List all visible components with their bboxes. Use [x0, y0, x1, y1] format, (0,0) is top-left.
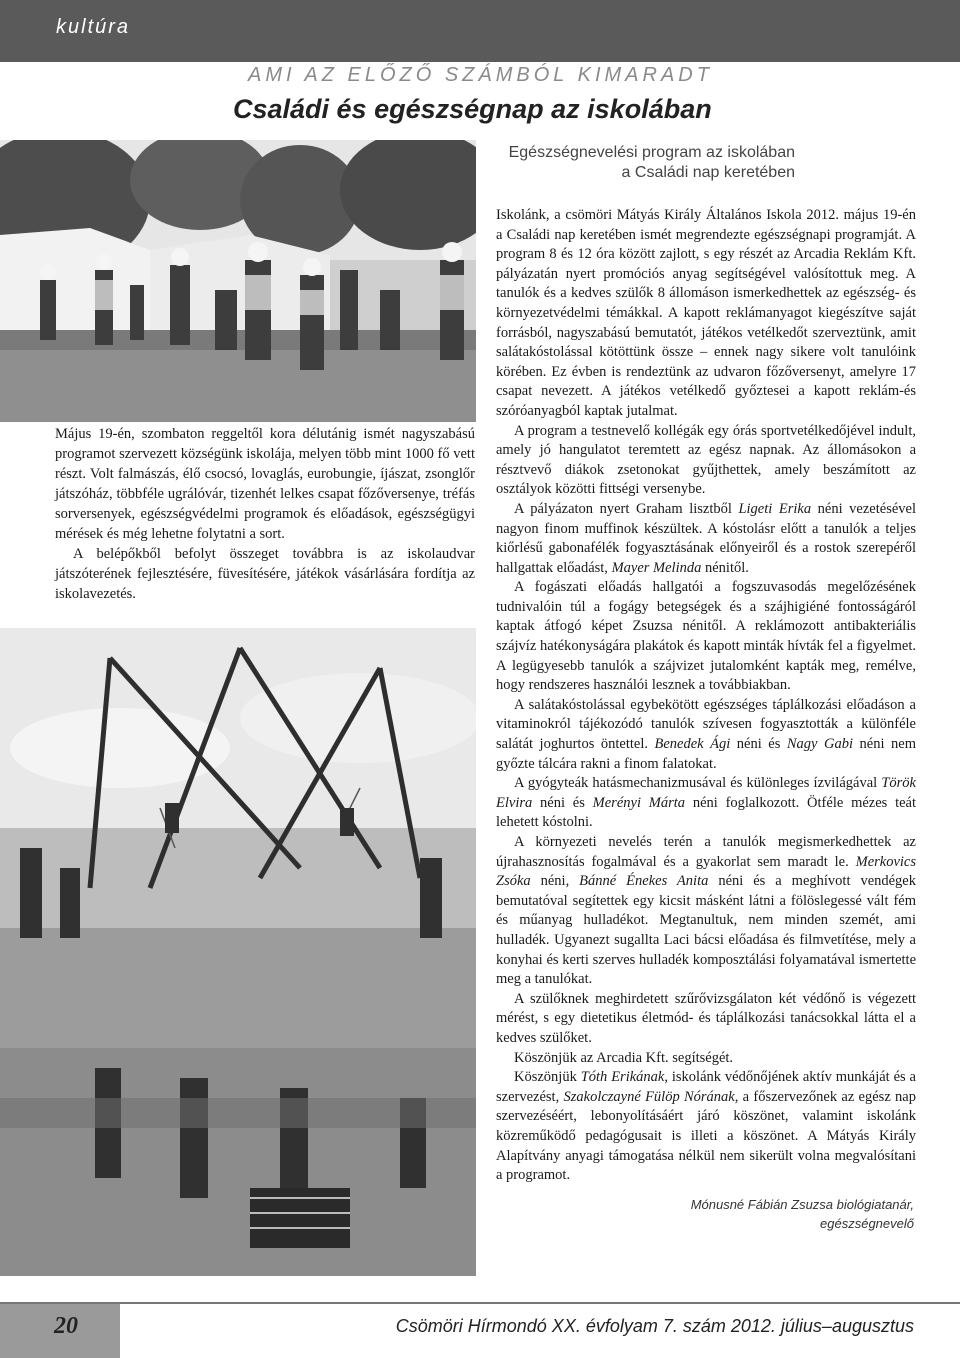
- text-run: nénitől.: [701, 559, 749, 576]
- article-paragraph-8: A szülőknek meghirdetett szűrővizsgálaton két védőnő is végezett mérést, s egy dietetikus életmód- és táplálkozási tanácsokkal látta el a kedves szülőket.: [496, 990, 916, 1046]
- photo-eurobungie-trampoline: [0, 628, 476, 1276]
- article-paragraph-2: A program a testnevelő kollégák egy órás sportvetélkedőjével indult, amely jó hangulatot teremtett az egész napnak. Az állomásokon a résztvevő diákok zsetonokat gyűjthettek, amely beszámított az osztályok közötti fittségi versenybe.: [496, 422, 916, 498]
- text-run: néni és a meghívott vendégek bemutatóval segítettek egy kicsit másként látni a fölöslegessé vált fém és műanyag hulladékot. Megtanultuk, nem minden szemét, ami hulladék. Ugyanezt sugallta Laci bácsi előadása és filmvetítése, mely a konyhai és kerti szerves hulladék komposztálási folyamatával ismertette meg a tanulókat.: [496, 873, 916, 988]
- article-paragraph-10: [496, 1068, 916, 1186]
- text-run: néni és: [532, 794, 593, 811]
- person-name: Merényi Márta: [592, 794, 686, 811]
- text-run: Köszönjük: [514, 1069, 581, 1086]
- text-run: A gyógyteák hatásmechanizmusával és különleges ízvilágával: [514, 775, 882, 792]
- text-run: néni és: [730, 736, 787, 753]
- author-name-line: Mónusné Fábián Zsuzsa biológiatanár,: [690, 1197, 914, 1212]
- person-name: Nagy Gabi: [786, 736, 854, 753]
- text-run: néni vezetésével nagyon finom muffinok készültek. A kóstolásr előtt a tanulók a teljes kiőrlésű gabonafélék fogyasztásának előnyeiről és a rostok szerepéről hallgattak előadást,: [496, 500, 916, 576]
- text-run: néni,: [530, 873, 580, 890]
- photo-eurobungie-image: [0, 628, 476, 1276]
- person-name: Tóth Erikának: [580, 1069, 665, 1086]
- text-run: A pályázaton nyert Graham lisztből: [514, 500, 739, 517]
- caption-paragraph-2: A belépőkből befolyt összeget továbbra is az iskolaudvar játszóterének fejlesztésére, füvesítésére, játékok vásárlására fordítja az iskolavezetés.: [55, 546, 475, 602]
- page-number: 20: [54, 1313, 78, 1339]
- photo-family-day-crowd-image: [0, 140, 476, 422]
- photo-caption-intro: [55, 424, 475, 604]
- article-paragraph-7: [496, 833, 916, 990]
- text-run: , iskolánk védőnőjének aktív munkáját és a szervezést,: [496, 1069, 916, 1105]
- text-run: néni nem győzte tálcára rakni a finom falatokat.: [496, 736, 916, 772]
- article-paragraph-3: [496, 500, 916, 578]
- caption-paragraph-1: Május 19-én, szombaton reggeltől kora délutánig ismét nagyszabású programot szervezett községünk iskolája, melyen több mint 1000 fő vett részt. Volt falmászás, élő csocsó, lovaglás, eurobungie, íjászat, zsonglőr játszóház, többféle ugrálóvár, tizenhét lelkes csapat főzőversenye, tréfás sorversenyek, egészségvédelmi programok és előadások, egészségügyi mérések és még lehetne folytatni a sort.: [55, 426, 475, 542]
- article-paragraph-5: [496, 696, 916, 774]
- article-body: [496, 206, 916, 1186]
- person-name: Merkovics Zsóka: [496, 853, 916, 890]
- person-name: Szakolczayné Fülöp Nórának: [563, 1088, 735, 1105]
- author-role-line: egészségnevelő: [820, 1216, 914, 1231]
- text-run: A salátakóstolással egybekötött egészséges táplálkozási előadáson a vitaminokról tájékozódó tanulók szívesen fogyasztották a különféle salátát joghurtos öntettel.: [496, 696, 916, 753]
- footer-divider: [0, 1302, 960, 1304]
- article-kicker: AMI AZ ELŐZŐ SZÁMBÓL KIMARADT: [248, 64, 713, 86]
- article-title: Családi és egészségnap az iskolában: [233, 94, 712, 124]
- article-paragraph-9: Köszönjük az Arcadia Kft. segítségét.: [514, 1049, 734, 1066]
- person-name: Mayer Melinda: [611, 559, 702, 576]
- article-paragraph-6: [496, 774, 916, 833]
- photo-family-day-crowd: [0, 140, 476, 422]
- article-paragraph-4: A fogászati előadás hallgatói a fogszuvasodás megelőzésének tudnivalóin túl a fogágy betegségek és a szájhigiéné fontosságáról kaptak átfogó képet Zsuzsa nénitől. A reklámozott antibakteriális szájvíz hatékonyságára plakátok és kapott minták hívták fel a figyelmet. A legügyesebb tanulók a szájvizet jutalomként kapták meg, remélve, hogy rendszeres használói lesznek a továbbiakban.: [496, 579, 916, 694]
- person-name: Ligeti Erika: [738, 500, 812, 517]
- subtitle-line-1: Egészségnevelési program az iskolában: [508, 144, 795, 161]
- section-label: kultúra: [56, 16, 131, 38]
- author-signature: [691, 1195, 914, 1233]
- subtitle-line-2: a Családi nap keretében: [621, 164, 795, 181]
- person-name: Török Elvira: [496, 775, 916, 811]
- publication-footer: Csömöri Hírmondó XX. évfolyam 7. szám 2012. július–augusztus: [395, 1316, 914, 1336]
- text-run: néni foglalkozott. Ötféle mézes teát lehetett kóstolni.: [496, 794, 917, 831]
- person-name: Benedek Ági: [654, 736, 731, 753]
- article-paragraph-1: Iskolánk, a csömöri Mátyás Király Általános Iskola 2012. május 19-én a Családi nap keretében ismét megrendezte egészségnapi programját. A program 8 és 12 óra között zajlott, s egy részét az Arcadia Reklám Kft. pályázatán nyert promóciós anyag segítségével valósítottuk meg. A tanulók és a kedves szülők 8 állomáson ismerkedhettek az egészség- és környezetvédelmi témákkal. A kapott reklámanyagot kiegészítve saját forrásból, nagyszabású bemutatót, játékos vetélkedőt szerveztünk, amit salátakóstolással kötöttünk össze – ennek nagy sikere volt tanulóink körében. Ez évben is rendeztünk az udvaron főzőversenyt, amelyre 17 csapat nevezett. A játékos vetélkedő győztesei a kapott reklám-és szóróanyagból kaptak jutalmat.: [496, 207, 916, 419]
- text-run: A környezeti nevelés terén a tanulók megismerkedhettek az újrahasznosítás fogalmával és a gyakorlat sem maradt le.: [496, 834, 916, 870]
- person-name: Bánné Énekes Anita: [579, 873, 709, 890]
- text-run: , a főszervezőnek az egész nap szervezéséért, lebonyolításáért járó köszönet, valamint iskolánk közreműködő pedagógusait is illeti a köszönet. A Mátyás Király Alapítvány anyagi támogatása nélkül nem sikerült volna megvalósítani a programot.: [496, 1088, 916, 1184]
- section-header-bar: [0, 0, 960, 62]
- article-subtitle: [509, 143, 795, 183]
